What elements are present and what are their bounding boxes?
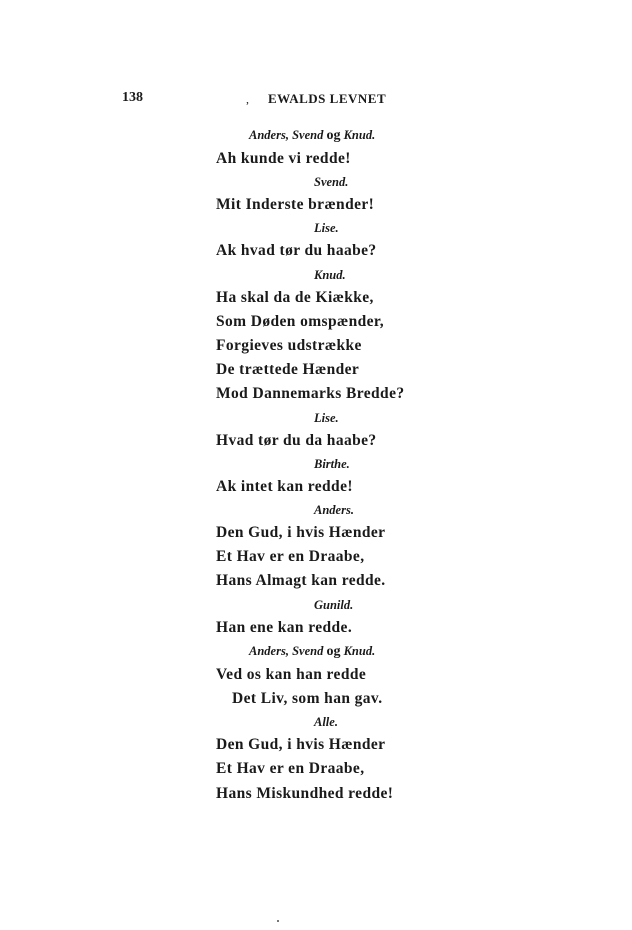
speaker-label: Svend. bbox=[314, 175, 349, 190]
speaker-label: Lise. bbox=[314, 410, 339, 425]
speaker-label: Knud. bbox=[314, 267, 346, 282]
verse-line: Den Gud, i hvis Hænder bbox=[216, 736, 386, 754]
verse-line: Et Hav er en Draabe, bbox=[216, 548, 365, 566]
verse-line: Hans Miskundhed redde! bbox=[216, 784, 394, 802]
verse-line: Forgieves udstrække bbox=[216, 337, 362, 355]
page-number: 138 bbox=[122, 90, 143, 105]
poem-text bbox=[216, 124, 476, 806]
speaker-label: Birthe. bbox=[314, 456, 350, 471]
speaker-label: Anders, Svend og Knud. bbox=[249, 643, 376, 659]
verse-line: Ah kunde vi redde! bbox=[216, 150, 351, 167]
speaker-label: Gunild. bbox=[314, 597, 354, 612]
verse-line: Ak hvad tør du haabe? bbox=[216, 242, 377, 260]
verse-line: Ved os kan han redde bbox=[216, 665, 367, 683]
verse-line: Som Døden omspænder, bbox=[216, 312, 385, 330]
tick-mark: , bbox=[246, 92, 249, 106]
running-head: EWALDS LEVNET bbox=[268, 91, 387, 106]
verse-line: Ha skal da de Kiække, bbox=[216, 288, 374, 306]
verse-line: De trættede Hænder bbox=[216, 361, 360, 379]
verse-line: Et Hav er en Draabe, bbox=[216, 760, 365, 778]
verse-line: Hans Almagt kan redde. bbox=[216, 572, 386, 590]
verse-line: Mit Inderste brænder! bbox=[216, 196, 375, 214]
verse-line: Mod Dannemarks Bredde? bbox=[216, 385, 405, 403]
verse-line: Det Liv, som han gav. bbox=[232, 690, 383, 708]
verse-line: Den Gud, i hvis Hænder bbox=[216, 524, 386, 542]
print-speck bbox=[277, 920, 279, 922]
speaker-label: Anders. bbox=[314, 503, 354, 518]
speaker-label: Anders, Svend og Knud. bbox=[249, 128, 376, 143]
speaker-label: Lise. bbox=[314, 221, 339, 236]
verse-line: Ak intet kan redde! bbox=[216, 477, 353, 495]
verse-line: Han ene kan redde. bbox=[216, 618, 353, 636]
speaker-label: Alle. bbox=[314, 715, 338, 730]
verse-line: Hvad tør du da haabe? bbox=[216, 431, 377, 449]
